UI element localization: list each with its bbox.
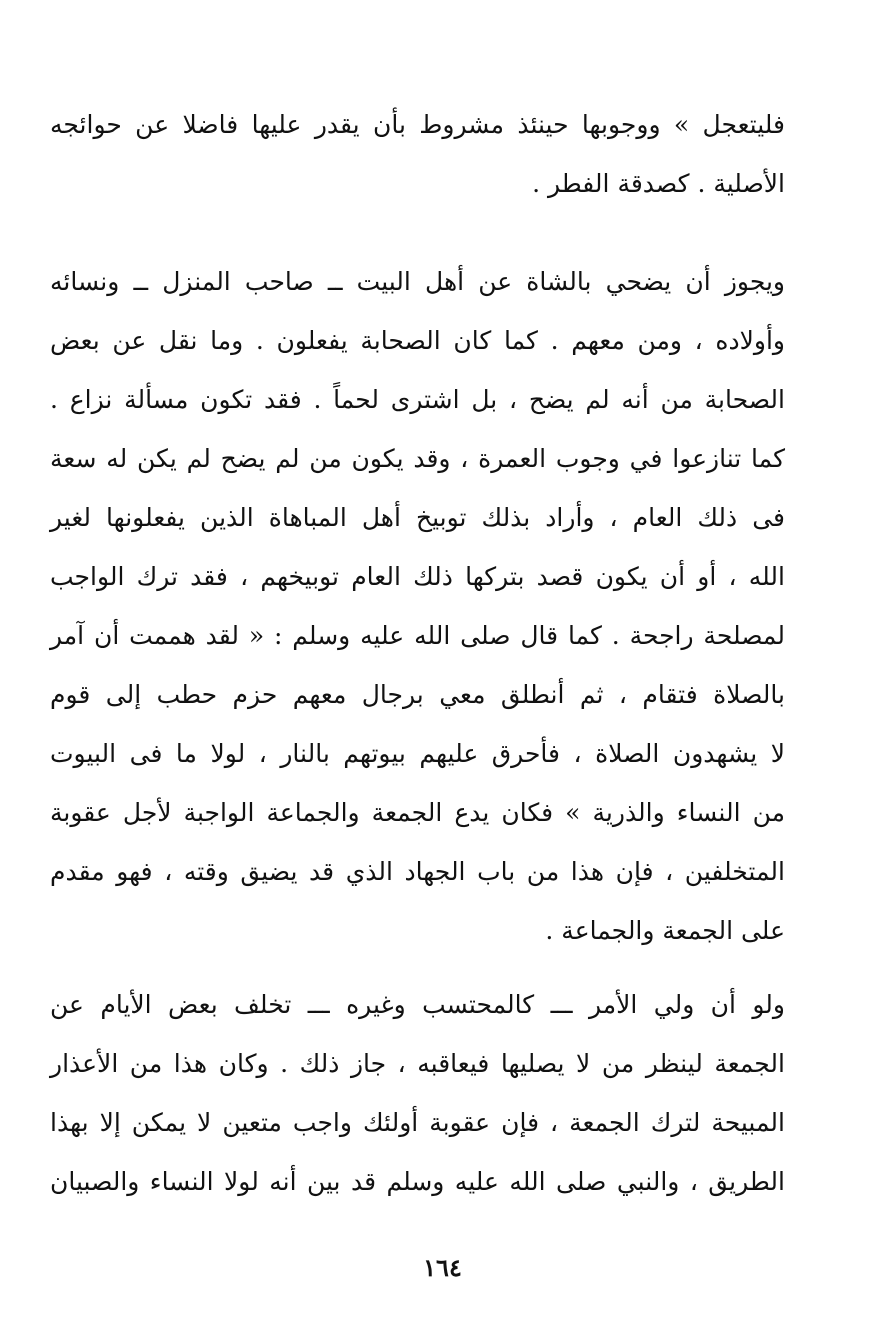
text-line: الأصلية . كصدقة الفطر . <box>532 169 785 198</box>
page-number: ١٦٤ <box>423 1253 462 1282</box>
text-line: وأولاده ، ومن معهم . كما كان الصحابة يفعلون . وما نقل عن بعض <box>50 326 785 355</box>
text-line: لمصلحة راجحة . كما قال صلى الله عليه وسلم : « لقد هممت أن آمر <box>50 621 785 650</box>
text-line: على الجمعة والجماعة . <box>545 916 785 945</box>
text-line: المبيحة لترك الجمعة ، فإن عقوبة أولئك واجب متعين لا يمكن إلا بهذا <box>50 1108 785 1137</box>
text-line: من النساء والذرية » فكان يدع الجمعة والجماعة الواجبة لأجل عقوبة <box>50 798 785 827</box>
paragraph-1 <box>50 95 785 213</box>
text-line: الطريق ، والنبي صلى الله عليه وسلم قد بين أنه لولا النساء والصبيان <box>50 1167 785 1196</box>
paragraph-2 <box>50 252 785 960</box>
text-line: الله ، أو أن يكون قصد بتركها ذلك العام توبيخهم ، فقد ترك الواجب <box>50 562 785 591</box>
text-line: لا يشهدون الصلاة ، فأحرق عليهم بيوتهم بالنار ، لولا ما فى البيوت <box>50 739 785 768</box>
text-line: المتخلفين ، فإن هذا من باب الجهاد الذي قد يضيق وقته ، فهو مقدم <box>50 857 785 886</box>
text-line: الصحابة من أنه لم يضح ، بل اشترى لحماً . فقد تكون مسألة نزاع . <box>50 385 785 414</box>
text-line: الجمعة لينظر من لا يصليها فيعاقبه ، جاز ذلك . وكان هذا من الأعذار <box>50 1049 785 1078</box>
text-line: ولو أن ولي الأمر ـــ كالمحتسب وغيره ـــ تخلف بعض الأيام عن <box>50 990 785 1019</box>
text-line: كما تنازعوا في وجوب العمرة ، وقد يكون من لم يضح لم يكن له سعة <box>50 444 785 473</box>
text-line: بالصلاة فتقام ، ثم أنطلق معي برجال معهم حزم حطب إلى قوم <box>50 680 785 709</box>
text-line: ويجوز أن يضحي بالشاة عن أهل البيت ــ صاحب المنزل ــ ونسائه <box>50 267 785 296</box>
paragraph-3 <box>50 975 785 1211</box>
text-line: فليتعجل » ووجوبها حينئذ مشروط بأن يقدر عليها فاضلا عن حوائجه <box>50 110 785 139</box>
text-line: فى ذلك العام ، وأراد بذلك توبيخ أهل المباهاة الذين يفعلونها لغير <box>50 503 785 532</box>
